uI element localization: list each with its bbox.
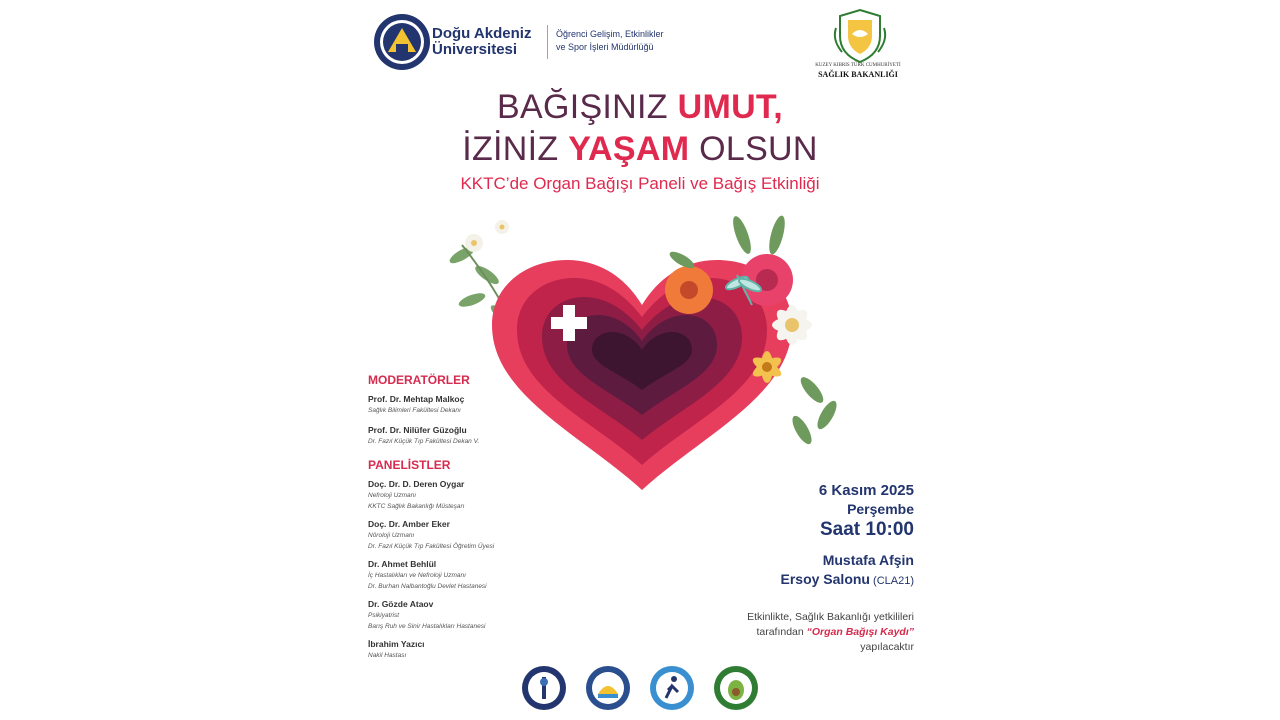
department-name: Öğrenci Gelişim, Etkinlikler ve Spor İşleri Müdürlüğü	[556, 29, 664, 52]
panelist-role: Dr. Fazıl Küçük Tıp Fakültesi Öğretim Üyesi	[368, 543, 495, 550]
panelist-role: Dr. Burhan Nalbantoğlu Devlet Hastanesi	[368, 583, 487, 590]
venue-line-1: Mustafa Afşin	[822, 552, 914, 568]
panelist-role: İç Hastalıkları ve Nefroloji Uzmanı	[368, 572, 466, 579]
venue-line-2: Ersoy Salonu (CLA21)	[780, 571, 914, 587]
university-logo-icon	[372, 12, 432, 72]
event-date: 6 Kasım 2025	[818, 482, 914, 499]
panelist-role: Psikiyatrist	[368, 612, 400, 619]
medical-faculty-logo-icon	[584, 664, 632, 712]
event-time: Saat 10:00	[819, 519, 914, 540]
subtitle: KKTC’de Organ Bağışı Paneli ve Bağış Etkinliği	[460, 174, 820, 193]
moderator-role: Dr. Fazıl Küçük Tıp Fakültesi Dekan V.	[368, 438, 480, 445]
panelist-name: Doç. Dr. D. Deren Oygar	[368, 479, 465, 489]
panelist-name: Dr. Gözde Ataov	[368, 599, 434, 609]
title-line-1: BAĞIŞINIZ UMUT,	[497, 88, 783, 126]
panelist-role: Nakil Hastası	[368, 652, 407, 659]
panelist-name: İbrahim Yazıcı	[368, 639, 425, 649]
ministry-name: SAĞLIK BAKANLIĞI	[818, 70, 898, 79]
faculty-logo-icon	[520, 664, 568, 712]
event-day: Perşembe	[847, 501, 914, 517]
ministry-country: KUZEY KIBRIS TÜRK CUMHURİYETİ	[815, 63, 901, 68]
moderators-heading: MODERATÖRLER	[368, 373, 470, 387]
panelist-role: Nöroloji Uzmanı	[368, 532, 415, 539]
panelist-name: Dr. Ahmet Behlül	[368, 559, 437, 569]
panelist-name: Doç. Dr. Amber Eker	[368, 519, 450, 529]
panelist-role: Barış Ruh ve Sinir Hastalıkları Hastanesi	[368, 623, 486, 630]
moderator-role: Sağlık Bilimleri Fakültesi Dekanı	[368, 407, 461, 414]
panelist-role: KKTC Sağlık Bakanlığı Müsteşarı	[368, 503, 465, 510]
panelists-heading: PANELİSTLER	[368, 458, 451, 472]
panelist-role: Nefroloji Uzmanı	[368, 492, 417, 499]
moderator-name: Prof. Dr. Mehtap Malkoç	[368, 394, 465, 404]
header-divider	[547, 25, 548, 59]
ministry-seal-icon	[828, 6, 892, 64]
title-line-2: İZİNİZ YAŞAM OLSUN	[462, 130, 818, 168]
registration-note: Etkinlikte, Sağlık Bakanlığı yetkilileri tarafından “Organ Bağışı Kaydı” yapılacaktır	[747, 611, 914, 653]
moderator-name: Prof. Dr. Nilüfer Güzoğlu	[368, 425, 467, 435]
club-logo-icon	[712, 664, 760, 712]
event-poster	[352, 0, 928, 720]
sports-logo-icon	[648, 664, 696, 712]
university-name: Doğu Akdeniz Üniversitesi	[432, 25, 532, 58]
heart-illustration-icon	[432, 205, 852, 505]
